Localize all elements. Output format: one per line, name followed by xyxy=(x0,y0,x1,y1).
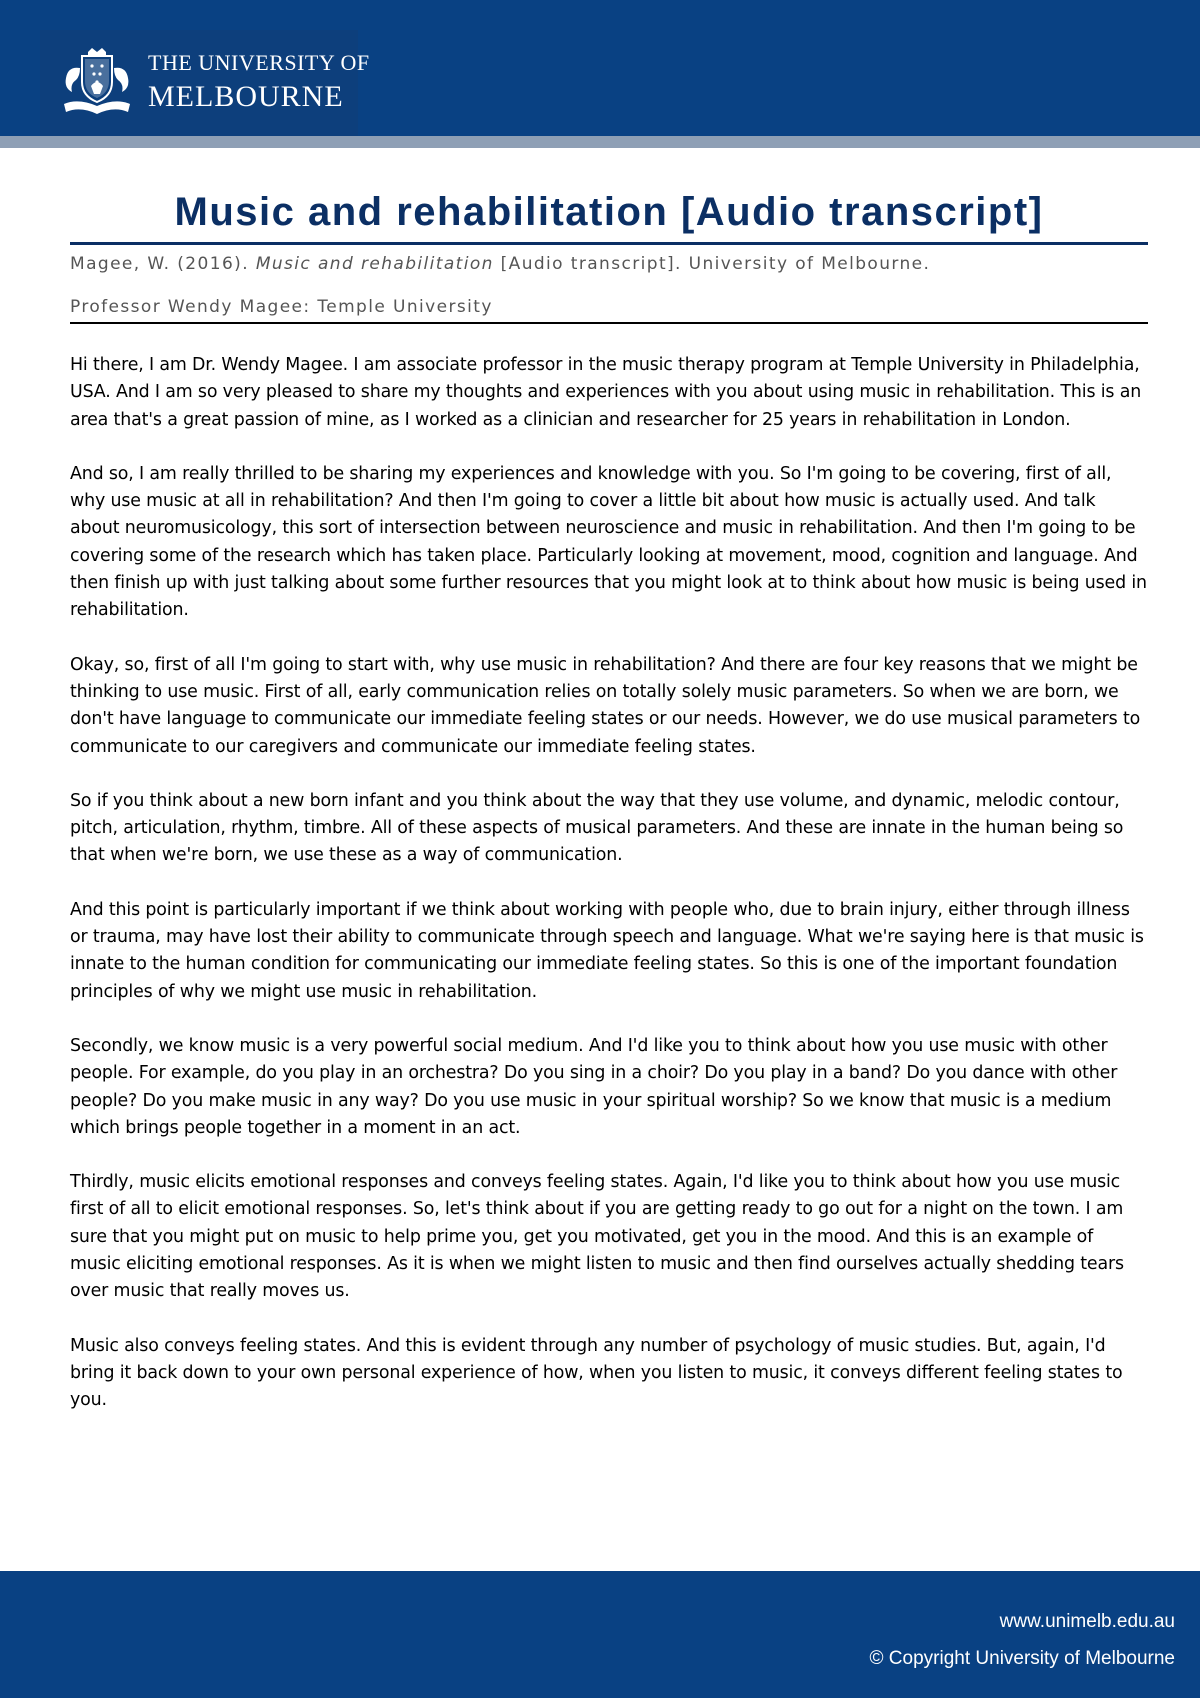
footer-copyright: © Copyright University of Melbourne xyxy=(869,1648,1175,1669)
header-divider xyxy=(0,136,1200,148)
transcript-paragraph: And so, I am really thrilled to be sharing my experiences and knowledge with you. So I'm going to be covering, first of all, why use music at all in rehabilitation? And then I'm going to cover a little bit about how music is actually used. And talk about neuromusicology, this sort of intersection between neuroscience and music in rehabilitation. And then I'm going to be covering some of the research which has taken place. Particularly looking at movement, mood, cognition and language. And then finish up with just talking about some further resources that you might look at to think about how music is being used in rehabilitation. xyxy=(70,463,1147,621)
footer-website-link[interactable]: www.unimelb.edu.au xyxy=(999,1611,1175,1632)
transcript-paragraph: Okay, so, first of all I'm going to start with, why use music in rehabilitation? And there are four key reasons that we might be thinking to use music. First of all, early communication relies on totally solely music parameters. So when we are born, we don't have language to communicate our immediate feeling states or our needs. However, we do use musical parameters to communicate to our caregivers and communicate our immediate feeling states. xyxy=(70,654,1141,757)
header-band xyxy=(0,0,1200,136)
speaker-line: Professor Wendy Magee: Temple University xyxy=(70,297,493,317)
title-divider xyxy=(70,242,1148,245)
transcript-paragraph: Secondly, we know music is a very powerful social medium. And I'd like you to think about how you use music with other people. For example, do you play in an orchestra? Do you sing in a choir? Do you play in a band? Do you dance with other people? Do you make music in any way? Do you use music in your spiritual worship? So we know that music is a medium which brings people together in a moment in an act. xyxy=(70,1035,1118,1138)
university-logo[interactable] xyxy=(40,30,370,136)
speaker-divider xyxy=(70,322,1148,324)
transcript-paragraph: And this point is particularly important if we think about working with people who, due to brain injury, either through illness or trauma, may have lost their ability to communicate through speech and language. What we're saying here is that music is innate to the human condition for communicating our immediate feeling states. So this is one of the important foundation principles of why we might use music in rehabilitation. xyxy=(70,899,1144,1002)
transcript-paragraph: Hi there, I am Dr. Wendy Magee. I am associate professor in the music therapy program at Temple University in Philadelphia, USA. And I am so very pleased to share my thoughts and experiences with you about using music in rehabilitation. This is an area that's a great passion of mine, as I worked as a clinician and researcher for 25 years in rehabilitation in London. xyxy=(70,355,1142,430)
transcript-paragraph: So if you think about a new born infant and you think about the way that they use volume, and dynamic, melodic contour, pitch, articulation, rhythm, timbre. All of these aspects of musical parameters. And these are innate in the human being so that when we're born, we use these as a way of communication. xyxy=(70,790,1124,866)
logo-text-line2: MELBOURNE xyxy=(148,80,344,113)
citation xyxy=(70,254,1148,274)
footer-band xyxy=(0,1571,1200,1698)
citation-prefix: Magee, W. (2016). xyxy=(70,254,256,274)
logo-text-line1: THE UNIVERSITY OF xyxy=(148,50,370,75)
university-crest-icon xyxy=(58,48,136,118)
transcript-body xyxy=(70,352,1148,1442)
page-title: Music and rehabilitation [Audio transcript] xyxy=(174,190,1044,234)
transcript-paragraph: Music also conveys feeling states. And this is evident through any number of psychology of music studies. But, again, I'd bring it back down to your own personal experience of how, when you listen to music, it conveys different feeling states to you. xyxy=(70,1335,1123,1411)
citation-title: Music and rehabilitation xyxy=(255,254,494,274)
transcript-paragraph: Thirdly, music elicits emotional responses and conveys feeling states. Again, I'd like you to think about how you use music first of all to elicit emotional responses. So, let's think about if you are getting ready to go out for a night on the town. I am sure that you might put on music to help prime you, get you motivated, get you in the mood. And this is an example of music eliciting emotional responses. As it is when we might listen to music and then find ourselves actually shedding tears over music that really moves us. xyxy=(70,1172,1124,1302)
citation-suffix: [Audio transcript]. University of Melbourne. xyxy=(493,254,931,274)
